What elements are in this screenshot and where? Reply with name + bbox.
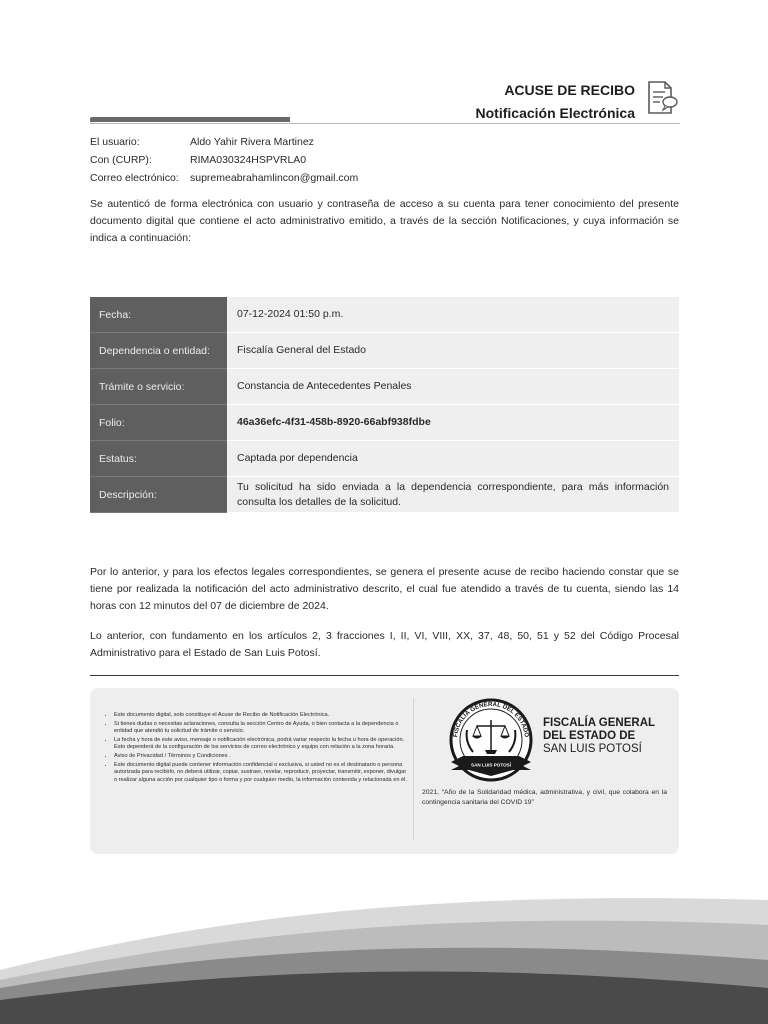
table-row [90,441,679,477]
folio-label: Folio: [90,405,227,441]
org-line-1: FISCALÍA GENERAL [543,717,656,729]
curp-value: RIMA030324HSPVRLA0 [190,154,307,166]
document-icon [643,80,679,116]
document-header [476,79,635,125]
intro-paragraph: Se autenticó de forma electrónica con usuario y contraseña de acceso a su cuenta para tener conocimiento del presente documento digital que contiene el acto administrativo emitido, a través de la sección Notificaciones, y cuya información se indica a continuación: [90,198,679,244]
seal-text-bottom: SAN LUIS POTOSÍ [471,762,511,768]
list-item: • Este documento digital, solo constituye el Acuse de Recibo de Notificación Electrónica. [114,712,410,720]
table-row [90,405,679,441]
year-slogan: 2021, “Año de la Solidaridad médica, administrativa, y civil, que colabora en la contingencia sanitaria del COVID 19” [422,789,667,806]
header-accent-bar [90,117,290,122]
table-row [90,297,679,333]
dependencia-value: Fiscalía General del Estado [227,333,679,369]
tramite-label: Trámite o servicio: [90,369,227,405]
list-item: • Si tienes dudas o necesitas aclaraciones, consulta la sección Centro de Ayuda, o bien contacta a la dependencia o entidad que atendió tu solicitud de trámite o servicio. [114,721,410,736]
descripcion-value: Tu solicitud ha sido enviada a la dependencia correspondiente, para más información consulta los detalles de la solicitud. [227,477,679,513]
foundation-paragraph: Lo anterior, con fundamento en los artículos 2, 3 fracciones I, II, VI, VIII, XX, 37, 48, 50, 51 y 52 del Código Procesal Administrativo para el Estado de San Luis Potosí. [90,630,679,659]
list-item: • Este documento digital puede contener información confidencial o exclusiva, si usted no es el destinatario o persona autorizada para recibirlo, no deberá utilizar, copiar, sustraer, revelar, reproducir, proyectar, transmitir, exponer, divulgar o realizar alguna acción por cualquier tipo o forma y por cualquier medio, la información contenida y relacionada en él. [114,762,410,785]
org-line-3: SAN LUIS POTOSÍ [543,743,642,755]
list-item: • Aviso de Privacidad / Términos y Condiciones . [114,753,410,761]
fecha-value: 07-12-2024 01:50 p.m. [227,297,679,333]
document-subtitle: Notificación Electrónica [475,105,635,121]
legal-paragraph: Por lo anterior, y para los efectos legales correspondientes, se genera el presente acuse de recibo haciendo constar que se tiene por realizada la notificación del acto administrativo descrito, el cual fue atendido a través de tu cuenta, siendo las 14 horas con 12 minutos del 07 de diciembre de 2024. [90,566,679,612]
folio-value: 46a36efc-4f31-458b-8920-66abf938fdbe [227,405,679,441]
table-row [90,333,679,369]
dependencia-label: Dependencia o entidad: [90,333,227,369]
list-item: • La fecha y hora de este aviso, mensaje o notificación electrónica, podrá variar respecto la fecha u hora de operación. Esto dependerá de la configuración de los servicios de correo electrónico y equipo con relación a la zona horaria. [114,737,410,752]
content-divider [90,675,679,676]
estatus-label: Estatus: [90,441,227,477]
footer-notes [102,712,410,785]
user-value: Aldo Yahir Rivera Martinez [190,136,314,148]
footer-panel [90,688,679,854]
organization-name [543,717,655,756]
user-label: El usuario: [90,136,140,148]
tramite-value: Constancia de Antecedentes Penales [227,369,679,405]
org-line-2: DEL ESTADO DE [543,730,636,742]
decorative-wave [0,880,768,1024]
table-row [90,369,679,405]
footer-divider [413,698,414,840]
seal-text-top: FISCALÍA GENERAL DEL ESTADO [452,700,530,738]
descripcion-label: Descripción: [90,477,227,513]
estatus-value: Captada por dependencia [227,441,679,477]
user-info [90,133,358,187]
email-value: supremeabrahamlincon@gmail.com [190,172,359,184]
document-title: ACUSE DE RECIBO [504,82,635,98]
details-table [90,297,679,513]
header-divider [90,123,680,124]
fecha-label: Fecha: [90,297,227,333]
curp-label: Con (CURP): [90,154,152,166]
table-row [90,477,679,513]
email-label: Correo electrónico: [90,172,179,184]
fiscalia-seal-logo [443,694,539,786]
